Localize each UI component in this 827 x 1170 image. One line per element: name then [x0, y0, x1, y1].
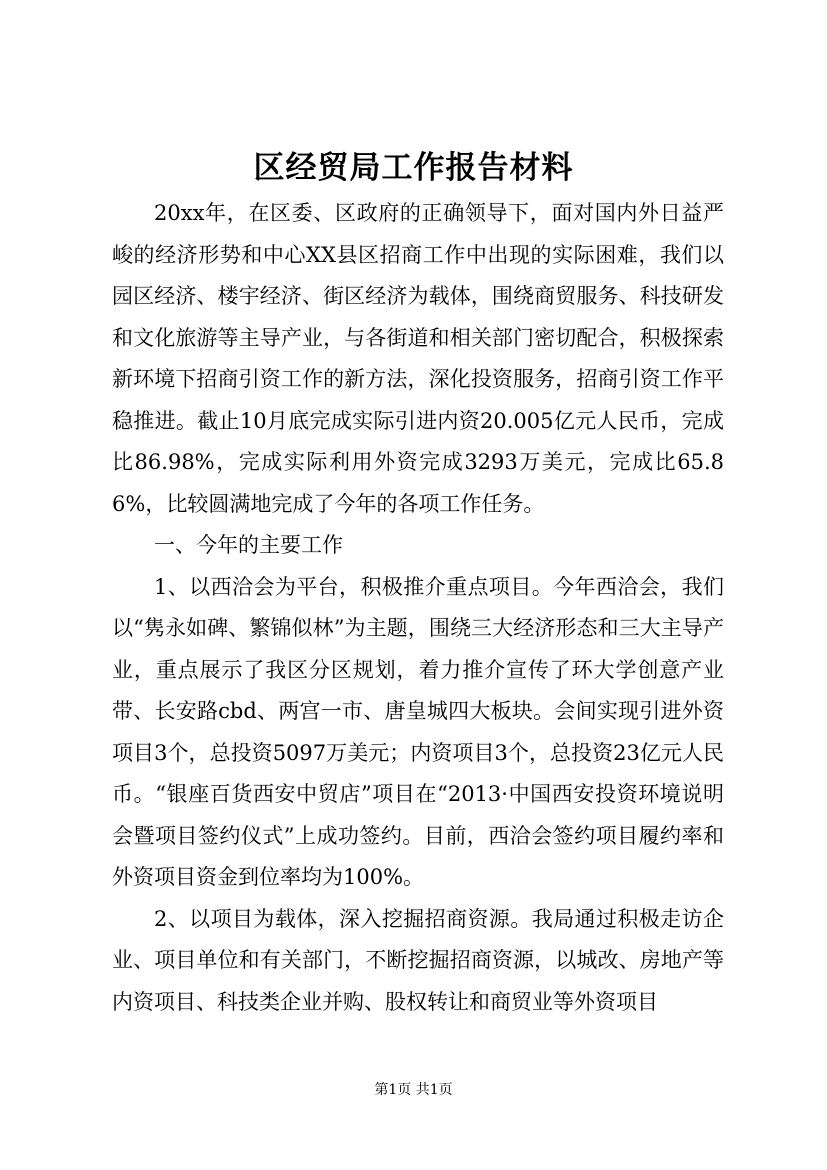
- section-heading: 一、今年的主要工作: [154, 533, 343, 557]
- paragraph-intro: 20xx年，在区委、区政府的正确领导下，面对国内外日益严峻的经济形势和中心XX县区招商工作中出现的实际困难，我们以园区经济、楼宇经济、街区经济为载体，围绕商贸服务、科技研发和文化旅游等主导产业，与各街道和相关部门密切配合，积极探索新环境下招商引资工作的新方法，深化投资服务，招商引资工作平稳推进。截止10月底完成实际引进内资20.005亿元人民币，完成比86.98%，完成实际利用外资完成3293万美元，完成比65.86%，比较圆满地完成了今年的各项工作任务。: [112, 201, 724, 516]
- page-footer: 第1页 共1页: [374, 1082, 453, 1098]
- paragraph-item-2: 2、以项目为载体，深入挖掘招商资源。我局通过积极走访企业、项目单位和有关部门，不断挖掘招商资源，以城改、房地产等内资项目、科技类企业并购、股权转让和商贸业等外资项目: [112, 906, 724, 1014]
- document-body: [112, 193, 724, 1023]
- paragraph-item-1: 1、以西洽会为平台，积极推介重点项目。今年西洽会，我们以“隽永如碑、繁锦似林”为主题，围绕三大经济形态和三大主导产业，重点展示了我区分区规划，着力推介宣传了环大学创意产业带、长安路cbd、两宫一市、唐皇城四大板块。会间实现引进外资项目3个，总投资5097万美元；内资项目3个，总投资23亿元人民币。“银座百货西安中贸店”项目在“2013·中国西安投资环境说明会暨项目签约仪式”上成功签约。目前，西洽会签约项目履约率和外资项目资金到位率均为100%。: [112, 574, 724, 889]
- page-title: 区经贸局工作报告材料: [253, 150, 574, 186]
